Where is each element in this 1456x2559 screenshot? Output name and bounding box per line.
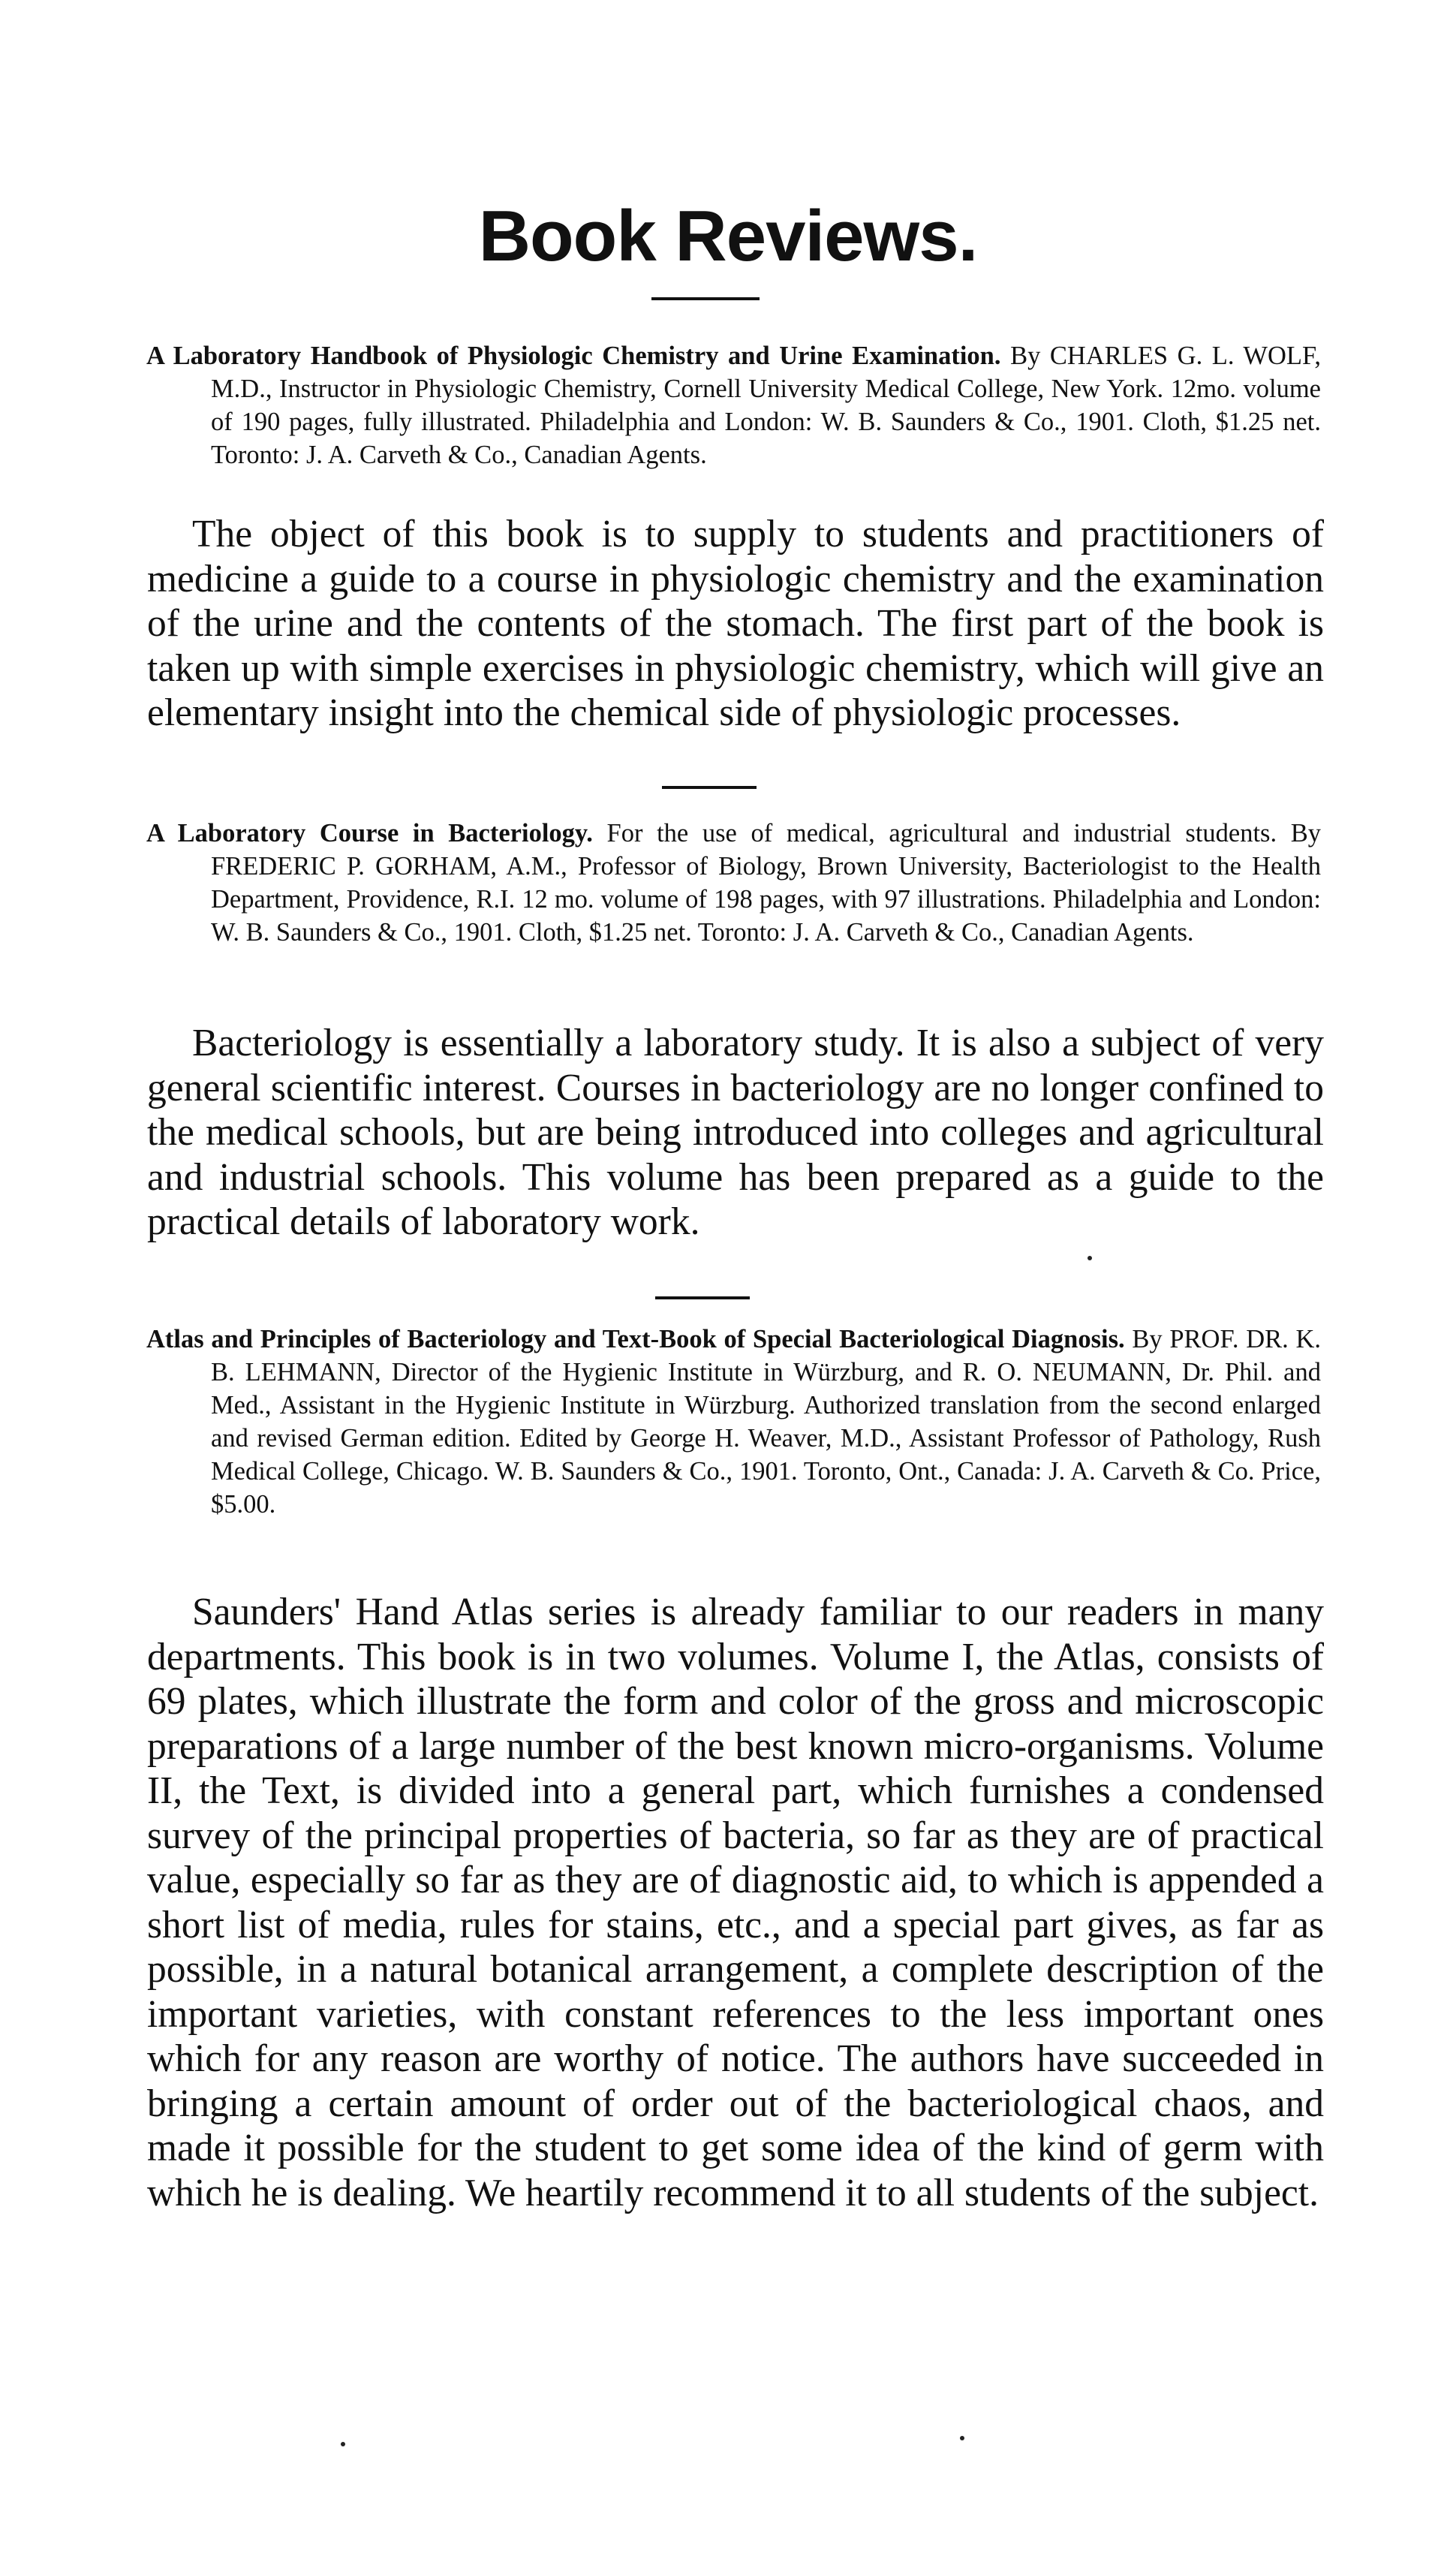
- review-2-publication-details: For the use of medical, agricultural and industrial students. By FREDERIC P. GORHAM, A.M., Professor of Biology, Brown University, Bacteriologist to the Health Department, Providence, R.I. 12 mo. volume of 198 pages, with 97 illustrations. Philadelphia and London: W. B. Saunders & Co., 1901. Cloth, $1.25 net. Toronto: J. A. Carveth & Co., Canadian Agents.: [211, 819, 1321, 947]
- ink-speck: [341, 2442, 345, 2446]
- ink-speck: [960, 2436, 964, 2440]
- review-3-citation: [146, 1323, 1321, 1521]
- review-2-book-title: A Laboratory Course in Bacteriology.: [146, 819, 593, 847]
- review-3-body: Saunders' Hand Atlas series is already familiar to our readers in many departments. This book is in two volumes. Volume I, the Atlas, consists of 69 plates, which illustrate the form and color of the gross and microscopic preparations of a large number of the best known micro-organisms. Volume II, the Text, is divided into a general part, which furnishes a condensed survey of the principal properties of bacteria, so far as they are of practical value, especially so far as they are of diagnostic aid, to which is appended a short list of media, rules for stains, etc., and a special part gives, as far as possible, in a natural botanical arrangement, a complete description of the important varieties, with constant references to the less important ones which for any reason are worthy of notice. The authors have succeeded in bringing a certain amount of order out of the bacteriological chaos, and made it possible for the student to get some idea of the kind of germ with which he is dealing. We heartily recommend it to all students of the subject.: [147, 1591, 1324, 2214]
- ink-speck: [1087, 1256, 1092, 1260]
- review-1-publication-details: By CHARLES G. L. WOLF, M.D., Instructor in Physiologic Chemistry, Cornell University Medical College, New York. 12mo. volume of 190 pages, fully illustrated. Philadelphia and London: W. B. Saunders & Co., 1901. Cloth, $1.25 net. Toronto: J. A. Carveth & Co., Canadian Agents.: [211, 342, 1322, 469]
- review-2-body: Bacteriology is essentially a laboratory study. It is also a subject of very general scientific interest. Courses in bacteriology are no longer confined to the medical schools, but are being introduced into colleges and agricultural and industrial schools. This volume has been prepared as a guide to the practical details of laboratory work.: [147, 1022, 1324, 1243]
- review-3-publication-details: By PROF. DR. K. B. LEHMANN, Director of the Hygienic Institute in Würzburg, and R. O. NEUMANN, Dr. Phil. and Med., Assistant in the Hygienic Institute in Würzburg. Authorized translation from the second enlarged and revised German edition. Edited by George H. Weaver, M.D., Assistant Professor of Pathology, Rush Medical College, Chicago. W. B. Saunders & Co., 1901. Toronto, Ont., Canada: J. A. Carveth & Co. Price, $5.00.: [211, 1325, 1322, 1519]
- review-2-citation: [146, 817, 1321, 949]
- review-1-body: The object of this book is to supply to students and practitioners of medicine a guide to a course in physiologic chemistry and the examination of the urine and the contents of the stomach. The first part of the book is taken up with simple exercises in physiologic chemistry, which will give an elementary insight into the chemical side of physiologic processes.: [147, 513, 1324, 734]
- review-1-citation: [146, 339, 1321, 471]
- page-title: Book Reviews.: [478, 196, 978, 276]
- review-divider-2: [655, 1296, 750, 1299]
- review-divider-1: [662, 786, 757, 789]
- review-3-book-title: Atlas and Principles of Bacteriology and Text-Book of Special Bacteriological Diagnosis.: [146, 1325, 1125, 1353]
- title-divider: [651, 297, 760, 300]
- review-1-book-title: A Laboratory Handbook of Physiologic Chemistry and Urine Examination.: [146, 342, 1001, 370]
